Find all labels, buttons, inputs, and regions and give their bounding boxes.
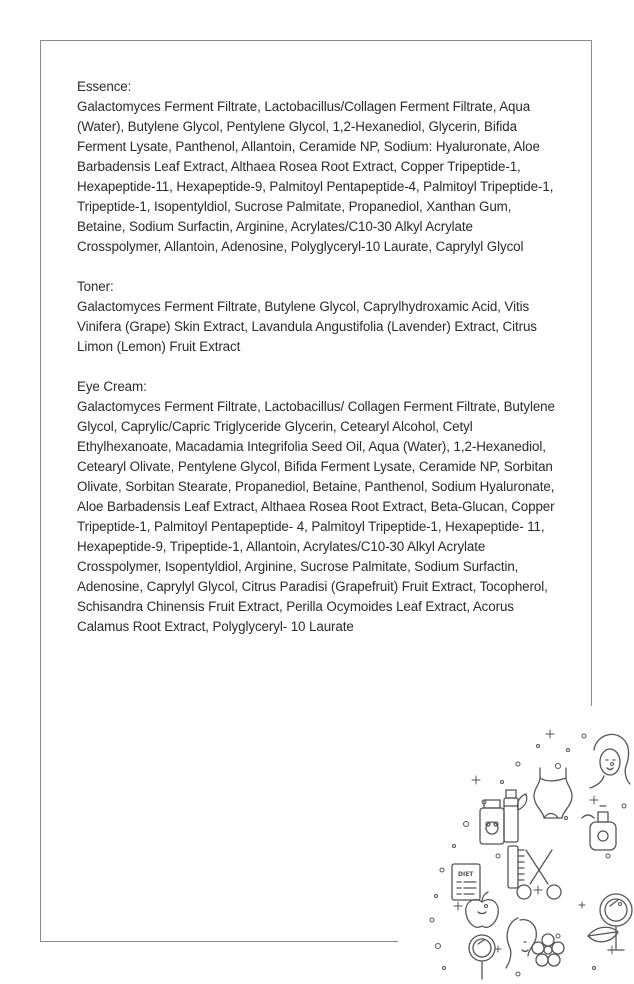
essence-heading: Essence:: [77, 79, 132, 94]
eye-cream-heading: Eye Cream:: [77, 379, 147, 394]
perfume-bottle-icon: [582, 806, 616, 850]
toner-ingredients: Galactomyces Ferment Filtrate, Butylene Glycol, Caprylhydroxamic Acid, Vitis Vinifera (Grape) Skin Extract, Lavandula Angustifolia (Lavender) Extract, Citrus Limon (Lemon) Fruit Extract: [77, 299, 537, 354]
comb-icon: [508, 846, 524, 888]
cosmetic-tube-icon: [504, 790, 518, 842]
woman-profile-icon: [506, 918, 536, 968]
ingredients-content: [77, 77, 559, 657]
leaf-icon: [588, 927, 618, 942]
eye-cream-section: [77, 377, 559, 637]
flower-icon: [532, 934, 564, 966]
essence-section: [77, 77, 559, 257]
apple-icon: [466, 892, 499, 927]
diet-clipboard-icon: [452, 864, 480, 900]
toner-section: [77, 277, 559, 357]
beauty-icons-illustration: [398, 706, 634, 984]
essence-ingredients: Galactomyces Ferment Filtrate, Lactobacillus/Collagen Ferment Filtrate, Aqua (Water), Butylene Glycol, Pentylene Glycol, 1,2-Hexanediol, Glycerin, Bifida Ferment Lysate, Panthenol, Allantoin, Ceramide NP, Sodium: Hyaluronate, Aloe Barbadensis Leaf Extract, Althaea Rosea Root Extract, Copper Tripeptide-1, Hexapeptide-11, Hexapeptide-9, Palmitoyl Pentapeptide-4, Palmitoyl Tripeptide-1, Tripeptide-1, Isopentyldiol, Sucrose Palmitate, Propanediol, Xanthan Gum, Betaine, Sodium Surfactin, Arginine, Acrylates/C10-30 Alkyl Acrylate Crosspolymer, Allantoin, Adenosine, Polyglyceryl-10 Laurate, Caprylyl Glycol: [77, 99, 554, 254]
eye-cream-ingredients: Galactomyces Ferment Filtrate, Lactobacillus/ Collagen Ferment Filtrate, Butylene Glycol, Caprylic/Capric Triglyceride Glycerin, Cetearyl Alcohol, Cetyl Ethylhexanoate, Macadamia Integrifolia Seed Oil, Aqua (Water), 1,2-Hexanediol, Cetearyl Olivate, Pentylene Glycol, Bifida Ferment Lysate, Ceramide NP, Sorbitan Olivate, Sorbitan Stearate, Propanediol, Betaine, Panthenol, Sodium Hyaluronate, Aloe Barbadensis Leaf Extract, Althaea Rosea Root Extract, Beta-Glucan, Copper Tripeptide-1, Palmitoyl Pentapeptide- 4, Palmitoyl Tripeptide-1, Hexapeptide- 11, Hexapeptide-9, Tripeptide-1, Allantoin, Acrylates/C10-30 Alkyl Acrylate Crosspolymer, Isopentyldiol, Arginine, Sucrose Palmitate, Sodium Surfactin, Adenosine, Caprylyl Glycol, Citrus Paradisi (Grapefruit) Fruit Extract, Tocopherol, Schisandra Chinensis Fruit Extract, Perilla Ocymoides Leaf Extract, Acorus Calamus Root Extract, Polyglyceryl- 10 Laurate: [77, 399, 555, 634]
toner-heading: Toner:: [77, 279, 114, 294]
woman-face-icon: [590, 734, 630, 788]
swimsuit-icon: [534, 768, 572, 818]
hand-mirror-icon: [469, 935, 495, 979]
diet-label: DIET: [458, 871, 474, 878]
